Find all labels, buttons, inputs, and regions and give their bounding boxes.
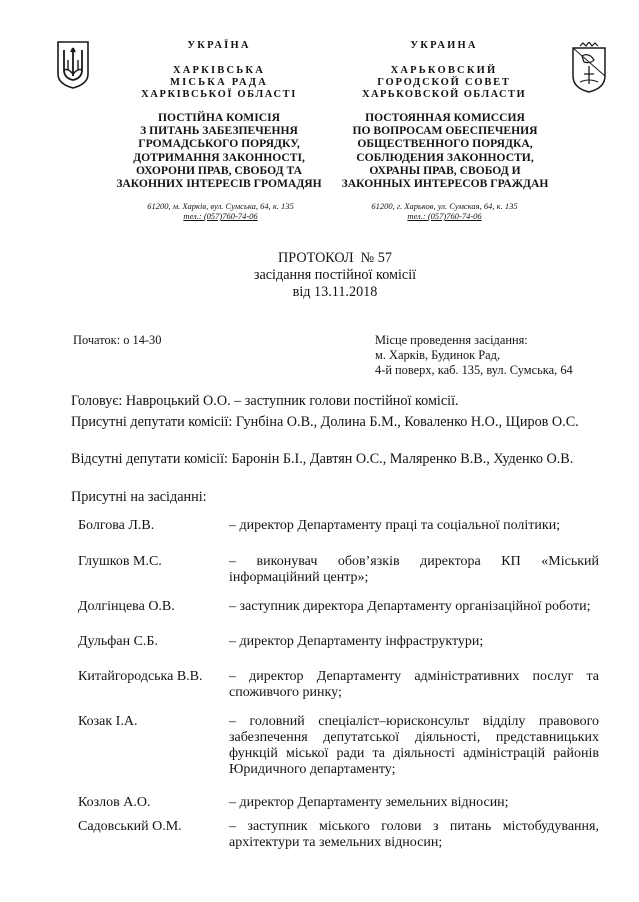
- header-ru-commission-line: СОБЛЮДЕНИЯ ЗАКОННОСТИ,: [356, 150, 534, 164]
- present-at-meeting-label: Присутні на засіданні:: [71, 489, 207, 505]
- attendee-role: – заступник міського голови з питань містобудування, архітектури та земельних відносин;: [229, 819, 599, 850]
- attendee-name: Дульфан С.Б.: [78, 634, 158, 649]
- attendee-name: Глушков М.С.: [78, 554, 162, 569]
- location-line: 4-й поверх, каб. 135, вул. Сумська, 64: [375, 363, 573, 377]
- attendee-role: – директор Департаменту земельних відносин;: [229, 795, 509, 810]
- header-ru-council-line3: ХАРЬКОВСКОЙ ОБЛАСТИ: [361, 89, 527, 100]
- attendee-name: Садовський О.М.: [78, 819, 182, 834]
- location-line: м. Харків, Будинок Рад,: [375, 348, 501, 362]
- attendee-name: Долгінцева О.В.: [78, 599, 175, 614]
- attendee-name: Болгова Л.В.: [78, 518, 155, 533]
- header-ua-commission-line: ГРОМАДСЬКОГО ПОРЯДКУ,: [138, 137, 300, 151]
- header-ru-commission-line: ОБЩЕСТВЕННОГО ПОРЯДКА,: [357, 137, 533, 151]
- header-ua-phone: тел.: (057)760-74-06: [183, 211, 258, 221]
- header-ru-commission-line: ОХРАНЫ ПРАВ, СВОБОД И: [369, 163, 521, 177]
- header-ua-commission-line: ПОСТІЙНА КОМІСІЯ: [158, 111, 280, 124]
- protocol-subtitle: засідання постійної комісії: [253, 267, 417, 283]
- attendee-role: – виконувач обов’язків директора КП «Міський інформаційний центр»;: [229, 554, 599, 585]
- header-ua-commission-line: ЗАКОННИХ ІНТЕРЕСІВ ГРОМАДЯН: [116, 177, 322, 191]
- header-ua-commission-line: ОХОРОНИ ПРАВ, СВОБОД ТА: [136, 163, 302, 177]
- attendee-name: Китайгородська В.В.: [78, 669, 203, 684]
- absent-deputies: Відсутні депутати комісії: Баронін Б.І., Давтян О.С., Маляренко В.В., Худенко О.В.: [71, 451, 574, 467]
- protocol-date: від 13.11.2018: [292, 284, 378, 300]
- header-ru-council-line2: ГОРОДСКОЙ СОВЕТ: [377, 77, 511, 88]
- header-ua-council-line3: ХАРКІВСЬКОЇ ОБЛАСТІ: [141, 89, 297, 100]
- header-ua-council-line1: ХАРКІВСЬКА: [172, 65, 265, 76]
- header-ru-phone: тел.: (057)760-74-06: [407, 211, 482, 221]
- location-line: Місце проведення засідання:: [375, 333, 528, 347]
- header-ru-commission-line: ПО ВОПРОСАМ ОБЕСПЕЧЕНИЯ: [352, 124, 538, 138]
- protocol-title: ПРОТОКОЛ № 57: [278, 250, 392, 266]
- header-ru-address: 61200, г. Харьков, ул. Сумская, 64, к. 135: [371, 201, 518, 211]
- attendee-role: – директор Департаменту інфраструктури;: [229, 634, 484, 649]
- attendee-name: Козлов А.О.: [78, 795, 151, 810]
- header-ru-commission-line: ЗАКОННЫХ ИНТЕРЕСОВ ГРАЖДАН: [341, 177, 549, 191]
- present-deputies: Присутні депутати комісії: Гунбіна О.В., Долина Б.М., Коваленко Н.О., Щиров О.С.: [71, 414, 579, 430]
- chair-line: Головує: Навроцький О.О. – заступник голови постійної комісії.: [71, 393, 459, 409]
- header-ua-commission-line: З ПИТАНЬ ЗАБЕЗПЕЧЕННЯ: [140, 124, 298, 138]
- attendee-role: – директор Департаменту адміністративних послуг та споживчого ринку;: [229, 669, 599, 700]
- attendee-name: Козак І.А.: [78, 714, 138, 729]
- header-ru-council-line1: ХАРЬКОВСКИЙ: [390, 65, 498, 76]
- attendee-role: – заступник директора Департаменту організаційної роботи;: [229, 599, 591, 614]
- header-ua-address: 61200, м. Харків, вул. Сумська, 64, к. 135: [147, 201, 294, 211]
- header-ru-commission-line: ПОСТОЯННАЯ КОМИССИЯ: [365, 111, 525, 124]
- start-time: Початок: о 14-30: [73, 333, 162, 347]
- attendee-role: – директор Департаменту праці та соціальної політики;: [229, 518, 561, 533]
- header-ua-country: УКРАЇНА: [187, 40, 251, 51]
- header-ua-commission-line: ДОТРИМАННЯ ЗАКОННОСТІ,: [133, 150, 305, 164]
- header-ru-country: УКРАИНА: [410, 40, 478, 51]
- attendee-role: – головний спеціаліст–юрисконсульт відділу правового забезпечення депутатської діяльності, представницьких функцій міської ради та діяльності адміністрацій районів Юридичного департаменту;: [229, 714, 599, 777]
- header-ua-council-line2: МІСЬКА РАДА: [169, 77, 268, 88]
